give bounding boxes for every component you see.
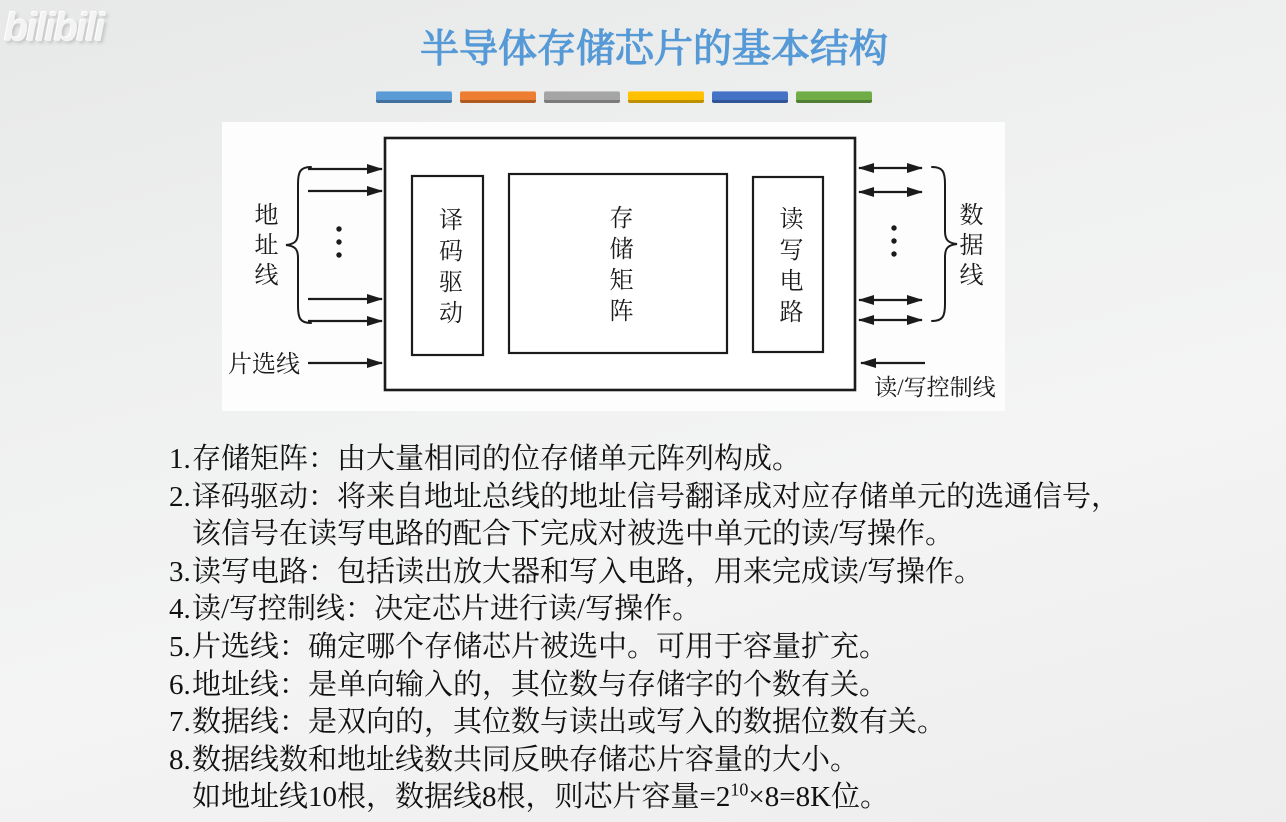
list-item: [169, 629, 1278, 667]
address-line-arrows: [308, 169, 382, 321]
list-item-text: 地址线：是单向输入的，其位数与存储字的个数有关。: [192, 668, 889, 701]
list-item-text: 数据线数和地址线数共同反映存储芯片容量的大小。: [192, 743, 860, 776]
list-item-text: 该信号在读写电路的配合下完成对被选中单元的读/写操作。: [192, 518, 955, 551]
data-lines-brace: [932, 167, 957, 321]
list-item: [169, 704, 1278, 742]
memory-chip-diagram: [222, 122, 1005, 411]
data-lines-label: 数据线: [955, 202, 981, 292]
list-item-number: 8.: [169, 743, 191, 776]
data-line-arrows: [859, 168, 922, 320]
list-item-number: 2.: [169, 480, 191, 513]
notes-list: [169, 441, 1278, 817]
list-item: [169, 441, 1278, 479]
title-accent-bars: [376, 91, 872, 103]
list-item: [169, 591, 1278, 629]
decoder-box-label: 译码驱动: [434, 207, 461, 331]
chip-select-label: 片选线: [228, 352, 300, 378]
list-item: [169, 479, 1278, 517]
list-item-text: 片选线：确定哪个存储芯片被选中。可用于容量扩充。: [192, 630, 889, 663]
accent-bar-yellow: [628, 91, 704, 103]
list-item-formula: [169, 779, 1278, 817]
list-item-text: 读/写控制线：决定芯片进行读/写操作。: [192, 593, 702, 626]
list-item-text: 数据线：是双向的，其位数与读出或写入的数据位数有关。: [192, 706, 947, 739]
formula-exponent: 10: [730, 779, 749, 800]
list-item-continuation: [169, 516, 1278, 554]
list-item: [169, 554, 1278, 592]
accent-bar-blue: [376, 91, 452, 103]
list-item-number: 1.: [169, 443, 191, 475]
accent-bar-green: [796, 91, 872, 103]
list-item-number: 7.: [169, 706, 191, 739]
formula-prefix: 如地址线10根，数据线8根，则芯片容量=2: [192, 781, 731, 814]
accent-bar-darkblue: [712, 91, 788, 103]
matrix-box-label: 存储矩阵: [605, 205, 631, 329]
address-ellipsis-dots: [336, 226, 341, 257]
list-item-text: 存储矩阵：由大量相同的位存储单元阵列构成。: [192, 443, 802, 475]
list-item-number: 6.: [169, 668, 191, 701]
list-item: [169, 742, 1278, 780]
page-title: 半导体存储芯片的基本结构: [419, 28, 888, 71]
address-lines-brace: [286, 167, 311, 323]
formula-suffix: ×8=8K位。: [748, 781, 890, 814]
rw-control-label: 读/写控制线: [874, 375, 996, 400]
accent-bar-gray: [544, 91, 620, 103]
list-item-number: 4.: [169, 593, 191, 626]
rw-circuit-box-label: 读写电路: [775, 206, 801, 330]
accent-bar-orange: [460, 91, 536, 103]
list-item-number: 3.: [169, 555, 191, 588]
data-ellipsis-dots: [891, 225, 896, 256]
list-item-text: 译码驱动：将来自地址总线的地址信号翻译成对应存储单元的选通信号，: [192, 480, 1121, 513]
list-item-text: 读写电路：包括读出放大器和写入电路，用来完成读/写操作。: [192, 555, 984, 588]
list-item-number: 5.: [169, 630, 191, 663]
address-lines-label: 地址线: [250, 202, 276, 292]
list-item: [169, 667, 1278, 705]
bilibili-watermark: bilibili: [4, 6, 104, 50]
